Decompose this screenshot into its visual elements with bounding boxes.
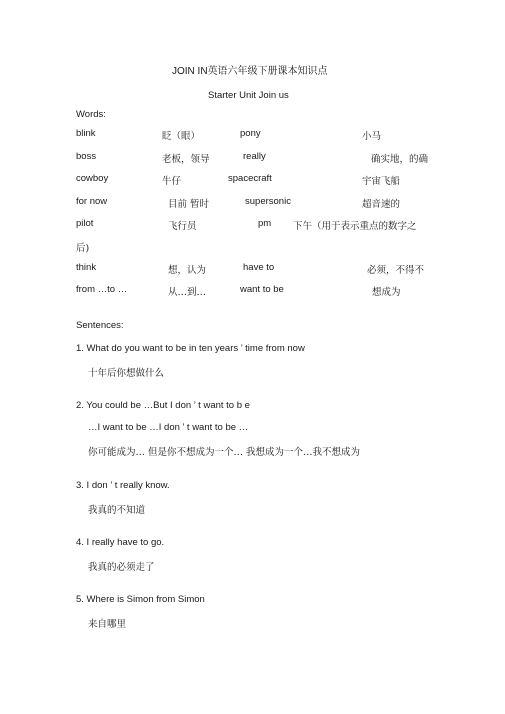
word-en: pony: [240, 128, 261, 139]
sentence-english: …I want to be …I don ’ t want to be …: [88, 422, 249, 433]
word-en: want to be: [240, 284, 284, 295]
word-cn: 牛仔: [162, 176, 182, 187]
sentence-english: 2. You could be …But I don ’ t want to b e: [76, 400, 250, 411]
word-en: spacecraft: [228, 173, 272, 184]
sentence-chinese: 我真的不知道: [88, 505, 146, 516]
word-cn: 确实地，的确: [371, 154, 429, 165]
word-cn: 飞行员: [168, 221, 197, 232]
words-heading: Words:: [76, 109, 106, 120]
word-definition-continuation: 后): [76, 243, 90, 254]
sentence-english: 4. I really have to go.: [76, 537, 165, 548]
word-cn: 必须，不得不: [367, 265, 425, 276]
word-en: from …to …: [76, 284, 128, 295]
word-en: for now: [76, 196, 108, 207]
word-cn: 小马: [362, 131, 382, 142]
word-en: really: [243, 151, 266, 162]
sentence-english: 5. Where is Simon from Simon: [76, 594, 205, 605]
word-cn: 宇宙飞船: [362, 176, 401, 187]
word-en: boss: [76, 151, 97, 162]
word-cn: 想，认为: [168, 265, 207, 276]
word-cn: 超音速的: [362, 199, 401, 210]
sentence-chinese: 你可能成为… 但是你不想成为一个… 我想成为一个…我不想成为: [88, 447, 361, 458]
document-title: JOIN IN英语六年级下册课本知识点: [172, 66, 328, 77]
word-en: think: [76, 262, 97, 273]
sentence-english: 1. What do you want to be in ten years ’ time from now: [76, 343, 305, 354]
word-en: supersonic: [245, 196, 291, 207]
sentence-chinese: 我真的必须走了: [88, 562, 155, 573]
word-en: pilot: [76, 218, 94, 229]
sentence-chinese: 十年后你想做什么: [88, 368, 165, 379]
word-en: have to: [243, 262, 275, 273]
word-cn: 眨（眼）: [162, 131, 201, 142]
sentence-chinese: 来自哪里: [88, 619, 127, 630]
word-en: pm: [258, 218, 272, 229]
unit-title: Starter Unit Join us: [208, 90, 289, 101]
sentences-heading: Sentences:: [76, 320, 124, 331]
word-cn: 老板，领导: [162, 154, 210, 165]
word-cn: 从…到…: [168, 287, 207, 298]
word-en: blink: [76, 128, 96, 139]
sentence-english: 3. I don ’ t really know.: [76, 480, 170, 491]
word-cn: 目前 暂时: [168, 199, 210, 210]
word-cn: 想成为: [372, 287, 401, 298]
word-en: cowboy: [76, 173, 109, 184]
word-cn: 下午（用于表示重点的数字之: [293, 221, 417, 232]
